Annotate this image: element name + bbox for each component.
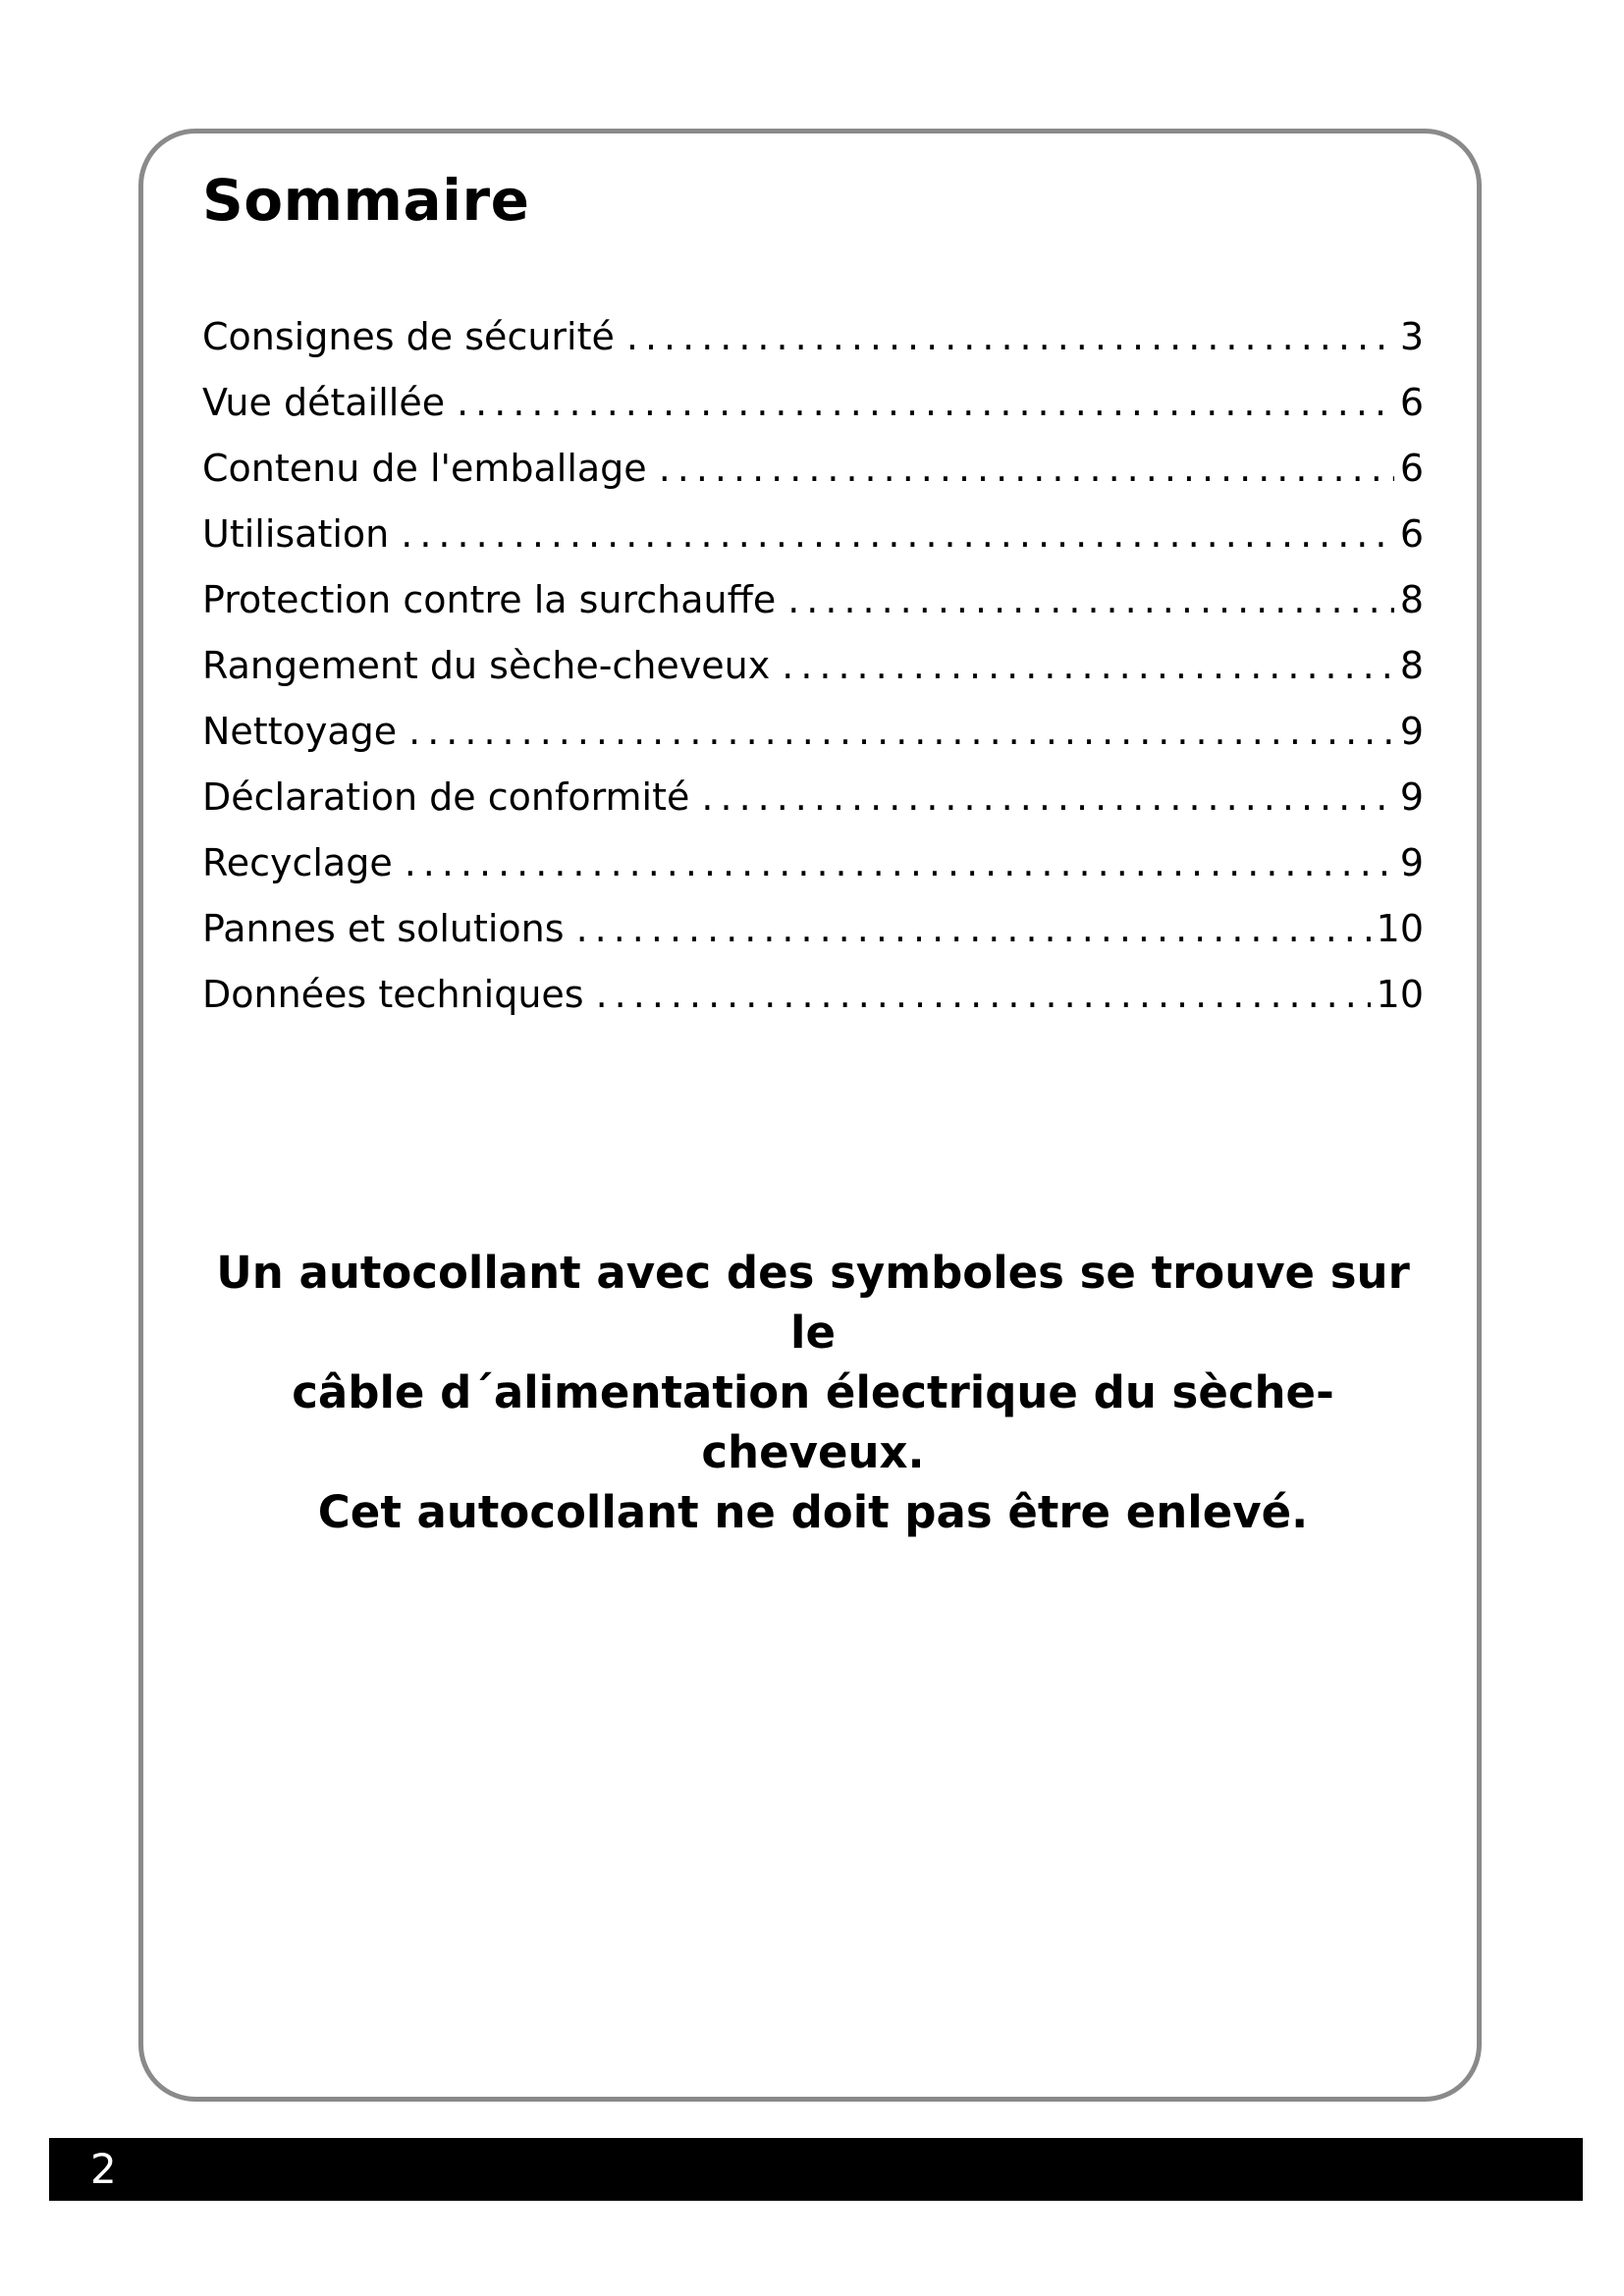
toc-entry — [202, 370, 1424, 436]
toc-leader-dots — [401, 502, 1394, 567]
toc-entry — [202, 896, 1424, 962]
toc-entry — [202, 699, 1424, 765]
toc-entry — [202, 765, 1424, 830]
toc-entry-page: 8 — [1399, 578, 1424, 621]
toc-leader-dots — [659, 436, 1394, 502]
toc-entry-page: 6 — [1399, 447, 1424, 490]
notice-line: câble d´alimentation électrique du sèche-cheveux. — [292, 1366, 1334, 1478]
toc-entry-label: Nettoyage — [202, 710, 398, 753]
toc-leader-dots — [626, 304, 1394, 370]
toc-leader-dots — [457, 370, 1394, 436]
toc-entry-label: Recyclage — [202, 841, 393, 884]
toc-leader-dots — [701, 765, 1393, 830]
toc-entry-page: 9 — [1399, 710, 1424, 753]
toc-entry-label: Utilisation — [202, 512, 390, 556]
toc-entry-page: 3 — [1399, 315, 1424, 358]
toc-entry — [202, 962, 1424, 1028]
toc-entry-page: 10 — [1376, 973, 1424, 1016]
toc-leader-dots — [787, 567, 1394, 633]
toc-entry — [202, 436, 1424, 502]
toc-entry — [202, 502, 1424, 567]
toc-entry-page: 6 — [1399, 512, 1424, 556]
notice-line: Un autocollant avec des symboles se trouve sur le — [216, 1247, 1410, 1359]
toc-leader-dots — [408, 699, 1394, 765]
toc-entry — [202, 633, 1424, 699]
toc-leader-dots — [576, 896, 1371, 962]
toc-entry-label: Consignes de sécurité — [202, 315, 615, 358]
table-of-contents — [202, 304, 1424, 1028]
toc-leader-dots — [782, 633, 1394, 699]
toc-entry — [202, 567, 1424, 633]
toc-entry-label: Déclaration de conformité — [202, 775, 690, 819]
toc-entry — [202, 830, 1424, 896]
toc-entry-label: Protection contre la surchauffe — [202, 578, 777, 621]
toc-entry-page: 6 — [1399, 381, 1424, 424]
notice-line: Cet autocollant ne doit pas être enlevé. — [317, 1486, 1309, 1538]
footer-bar — [49, 2138, 1583, 2201]
sticker-notice — [202, 1243, 1424, 1542]
toc-leader-dots — [405, 830, 1394, 896]
toc-entry — [202, 304, 1424, 370]
toc-entry-label: Pannes et solutions — [202, 907, 565, 950]
toc-entry-label: Vue détaillée — [202, 381, 446, 424]
page-title: Sommaire — [202, 167, 530, 234]
toc-entry-label: Rangement du sèche-cheveux — [202, 644, 771, 687]
toc-entry-label: Contenu de l'emballage — [202, 447, 647, 490]
toc-entry-page: 9 — [1399, 841, 1424, 884]
page-number: 2 — [90, 2145, 117, 2193]
toc-entry-label: Données techniques — [202, 973, 584, 1016]
toc-leader-dots — [596, 962, 1371, 1028]
toc-entry-page: 9 — [1399, 775, 1424, 819]
toc-entry-page: 10 — [1376, 907, 1424, 950]
toc-entry-page: 8 — [1399, 644, 1424, 687]
